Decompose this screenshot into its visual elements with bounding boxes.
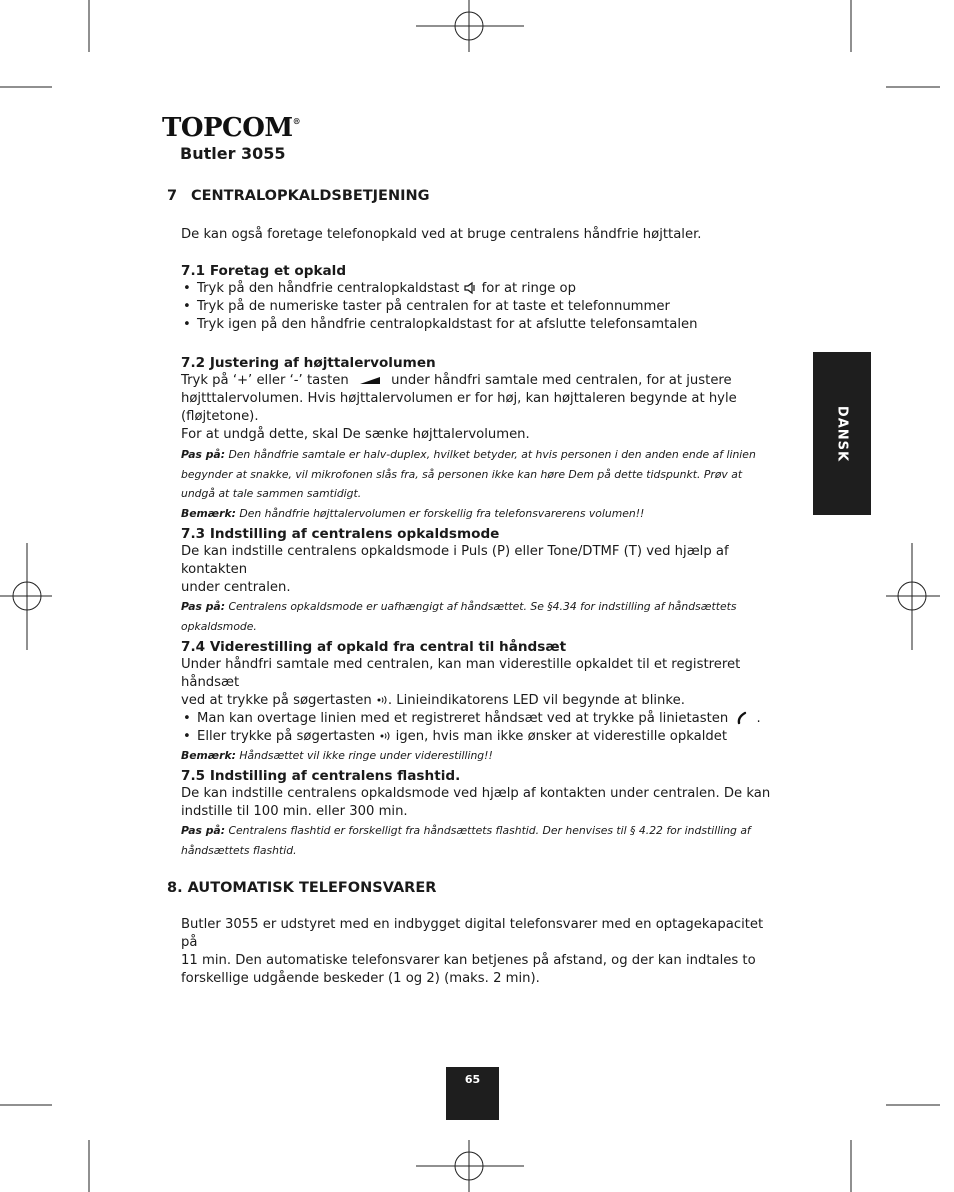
paragraph: Butler 3055 er udstyret med en indbygget digital telefonsvarer med en optagekapacitet på (181, 917, 764, 950)
paging-icon (376, 694, 388, 706)
model-name: Butler 3055 (180, 144, 286, 163)
section-8-heading: 8. AUTOMATISK TELEFONSVARER (167, 880, 437, 896)
list-item: • Man kan overtage linien med et registreret håndsæt ved at trykke på linietasten . (181, 710, 781, 728)
brand-logo: TOPCOM® (162, 113, 301, 143)
list-item: • Tryk på de numeriske taster på centralen for at taste et telefonnummer (181, 298, 781, 316)
paragraph: De kan indstille centralens opkaldsmode i Puls (P) eller Tone/DTMF (T) ved hjælp af kontakten (181, 544, 729, 577)
subsection-7-1 (181, 262, 781, 334)
paging-icon (379, 730, 391, 742)
paragraph: under centralen. (181, 580, 291, 595)
paragraph: ved at trykke på søgertasten . Linieindikatorens LED vil begynde at blinke. (181, 693, 685, 708)
paragraph: Under håndfri samtale med centralen, kan man viderestille opkaldet til et registreret håndsæt (181, 657, 741, 690)
paragraph: indstille til 100 min. eller 300 min. (181, 804, 408, 819)
note: Bemærk: Håndsættet vil ikke ringe under viderestilling!! (181, 749, 493, 762)
section-7-intro: De kan også foretage telefonopkald ved at bruge centralens håndfrie højttaler. (181, 227, 702, 242)
subsection-title: 7.1 Foretag et opkald (181, 263, 347, 279)
paragraph: For at undgå dette, skal De sænke højttalervolumen. (181, 427, 530, 442)
subsection-title: 7.2 Justering af højttalervolumen (181, 355, 436, 371)
subsection-title: 7.5 Indstilling af centralens flashtid. (181, 768, 461, 784)
paragraph: højtttalervolumen. Hvis højttalervolumen er for høj, kan højttaleren begynde at hyle (fløjtetone). (181, 391, 737, 424)
subsection-7-4 (181, 638, 781, 766)
list-item: • Tryk igen på den håndfrie centralopkaldstast for at afslutte telefonsamtalen (181, 316, 781, 334)
subsection-7-5 (181, 767, 781, 860)
handset-icon (736, 711, 752, 725)
note: Pas på: Centralens flashtid er forskelligt fra håndsættets flashtid. Der henvises til § 4.22 for indstilling af håndsættets flashtid. (181, 824, 751, 857)
volume-ramp-icon (359, 375, 381, 385)
language-tab: DANSK (813, 352, 871, 515)
paragraph: forskellige udgående beskeder (1 og 2) (maks. 2 min). (181, 971, 540, 986)
note: Pas på: Centralens opkaldsmode er uafhængigt af håndsættet. Se §4.34 for indstilling af håndsættets opkaldsmode. (181, 600, 737, 633)
subsection-7-2 (181, 354, 781, 523)
section-8-body (181, 916, 781, 988)
page-number: 65 (446, 1067, 499, 1120)
list-item: • Tryk på den håndfrie centralopkaldstast for at ringe op (181, 280, 781, 298)
list-item: • Eller trykke på søgertasten igen, hvis man ikke ønsker at viderestille opkaldet (181, 728, 781, 746)
paragraph: De kan indstille centralens opkaldsmode ved hjælp af kontakten under centralen. De kan (181, 786, 771, 801)
paragraph: Tryk på ‘+’ eller ‘-’ tasten under håndfri samtale med centralen, for at justere (181, 373, 732, 388)
subsection-7-3 (181, 525, 781, 636)
section-7-heading: 7 CENTRALOPKALDSBETJENING (167, 188, 430, 204)
note: Pas på: Den håndfrie samtale er halv-duplex, hvilket betyder, at hvis personen i den anden ende af linien begynder at snakke, vil mikrofonen slås fra, så personen ikke kan høre Dem på dette tidspunkt. Prøv at undgå at tale sammen samtidigt. Bemærk: Den håndfrie højttalervolumen er forskellig fra telefonsvarerens volumen!! (181, 448, 756, 520)
paragraph: 11 min. Den automatiske telefonsvarer kan betjenes på afstand, og der kan indtales to (181, 953, 756, 968)
speaker-icon (463, 281, 477, 295)
subsection-title: 7.3 Indstilling af centralens opkaldsmode (181, 526, 500, 542)
subsection-title: 7.4 Viderestilling af opkald fra central til håndsæt (181, 639, 567, 655)
